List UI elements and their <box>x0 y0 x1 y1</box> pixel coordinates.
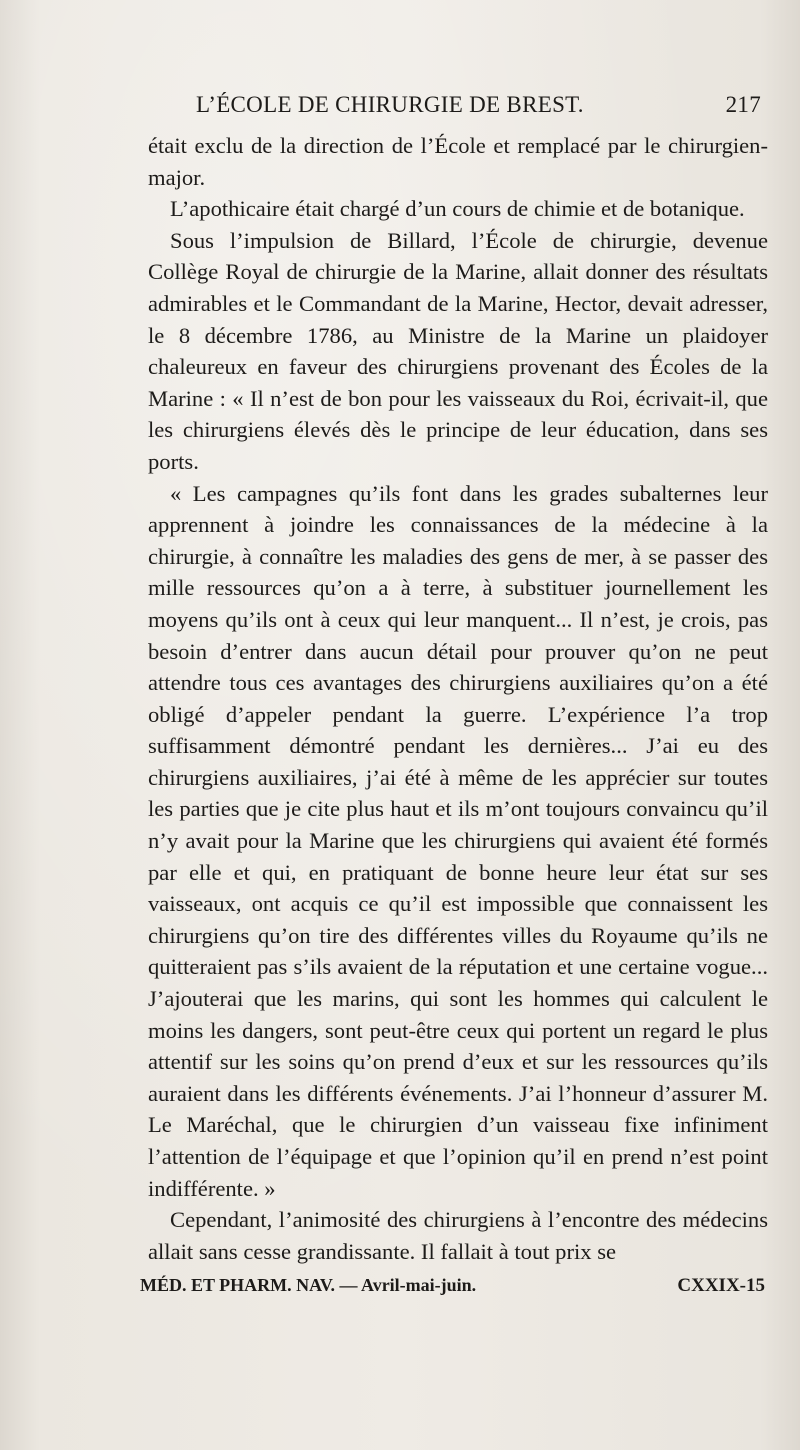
paragraph-continuation: était exclu de la direction de l’École et remplacé par le chirurgien-major. <box>148 133 768 190</box>
page-header <box>196 92 761 124</box>
paragraph-quotation: « Les campagnes qu’ils font dans les grades subalternes leur apprennent à joindre les connaissances de la médecine à la chirurgie, à connaître les maladies des gens de mer, à se passer des mille ressources qu’on a à terre, à substituer journellement les moyens qu’ils ont à ceux qui leur manquent... Il n’est, je crois, pas besoin d’entrer dans aucun détail pour prouver qu’on ne peut attendre tous ces avantages des chirurgiens auxiliaires qu’on a été obligé d’appeler pendant la guerre. L’expérience l’a trop suffisamment démontré pendant les dernières... J’ai eu des chirurgiens auxiliaires, j’ai été à même de les apprécier sur toutes les parties que je cite plus haut et ils m’ont toujours convaincu qu’il n’y avait pour la Marine que les chirurgiens qui avaient été formés par elle et qui, en pratiquant de bonne heure leur état sur ses vaisseaux, ont acquis ce qu’il est impossible que connaissent les chirurgiens qu’on tire des différentes villes du Royaume qu’ils ne quitteraient pas s’ils avaient de la réputation et une certaine vogue... J’ajouterai que les marins, qui sont les hommes qui calculent le moins les dangers, sont peut-être ceux qui portent un regard le plus attentif sur les soins qu’on prend d’eux et sur les ressources qu’ils auraient dans les différents événements. J’ai l’honneur d’assurer M. Le Maréchal, que le chirurgien d’un vaisseau fixe infiniment l’attention de l’équipage et que l’opinion qu’il en prend n’est point indifférente. » <box>148 480 768 1201</box>
running-title: L’ÉCOLE DE CHIRURGIE DE BREST. <box>196 92 584 117</box>
paragraph-billard: Sous l’impulsion de Billard, l’École de chirurgie, devenue Collège Royal de chirurgie de la Marine, allait donner des résultats admirables et le Commandant de la Marine, Hector, devait adresser, le 8 décembre 1786, au Ministre de la Marine un plaidoyer chaleureux en faveur des chirurgiens provenant des Écoles de la Marine : « Il n’est de bon pour les vaisseaux du Roi, écrivait-il, que les chirurgiens élevés dès le principe de leur éducation, dans ses ports. <box>148 227 768 474</box>
journal-reference: MÉD. ET PHARM. NAV. — Avril-mai-juin. <box>140 1275 477 1295</box>
paragraph-animosite: Cependant, l’animosité des chirurgiens à l’encontre des médecins allait sans cesse grandissante. Il fallait à tout prix se <box>148 1207 768 1264</box>
body-text <box>148 130 768 1267</box>
printer-signature: CXXIX-15 <box>677 1275 765 1296</box>
paragraph-apothicaire: L’apothicaire était chargé d’un cours de chimie et de botanique. <box>170 196 745 222</box>
page-number: 217 <box>725 92 761 117</box>
page-footer <box>140 1275 765 1305</box>
